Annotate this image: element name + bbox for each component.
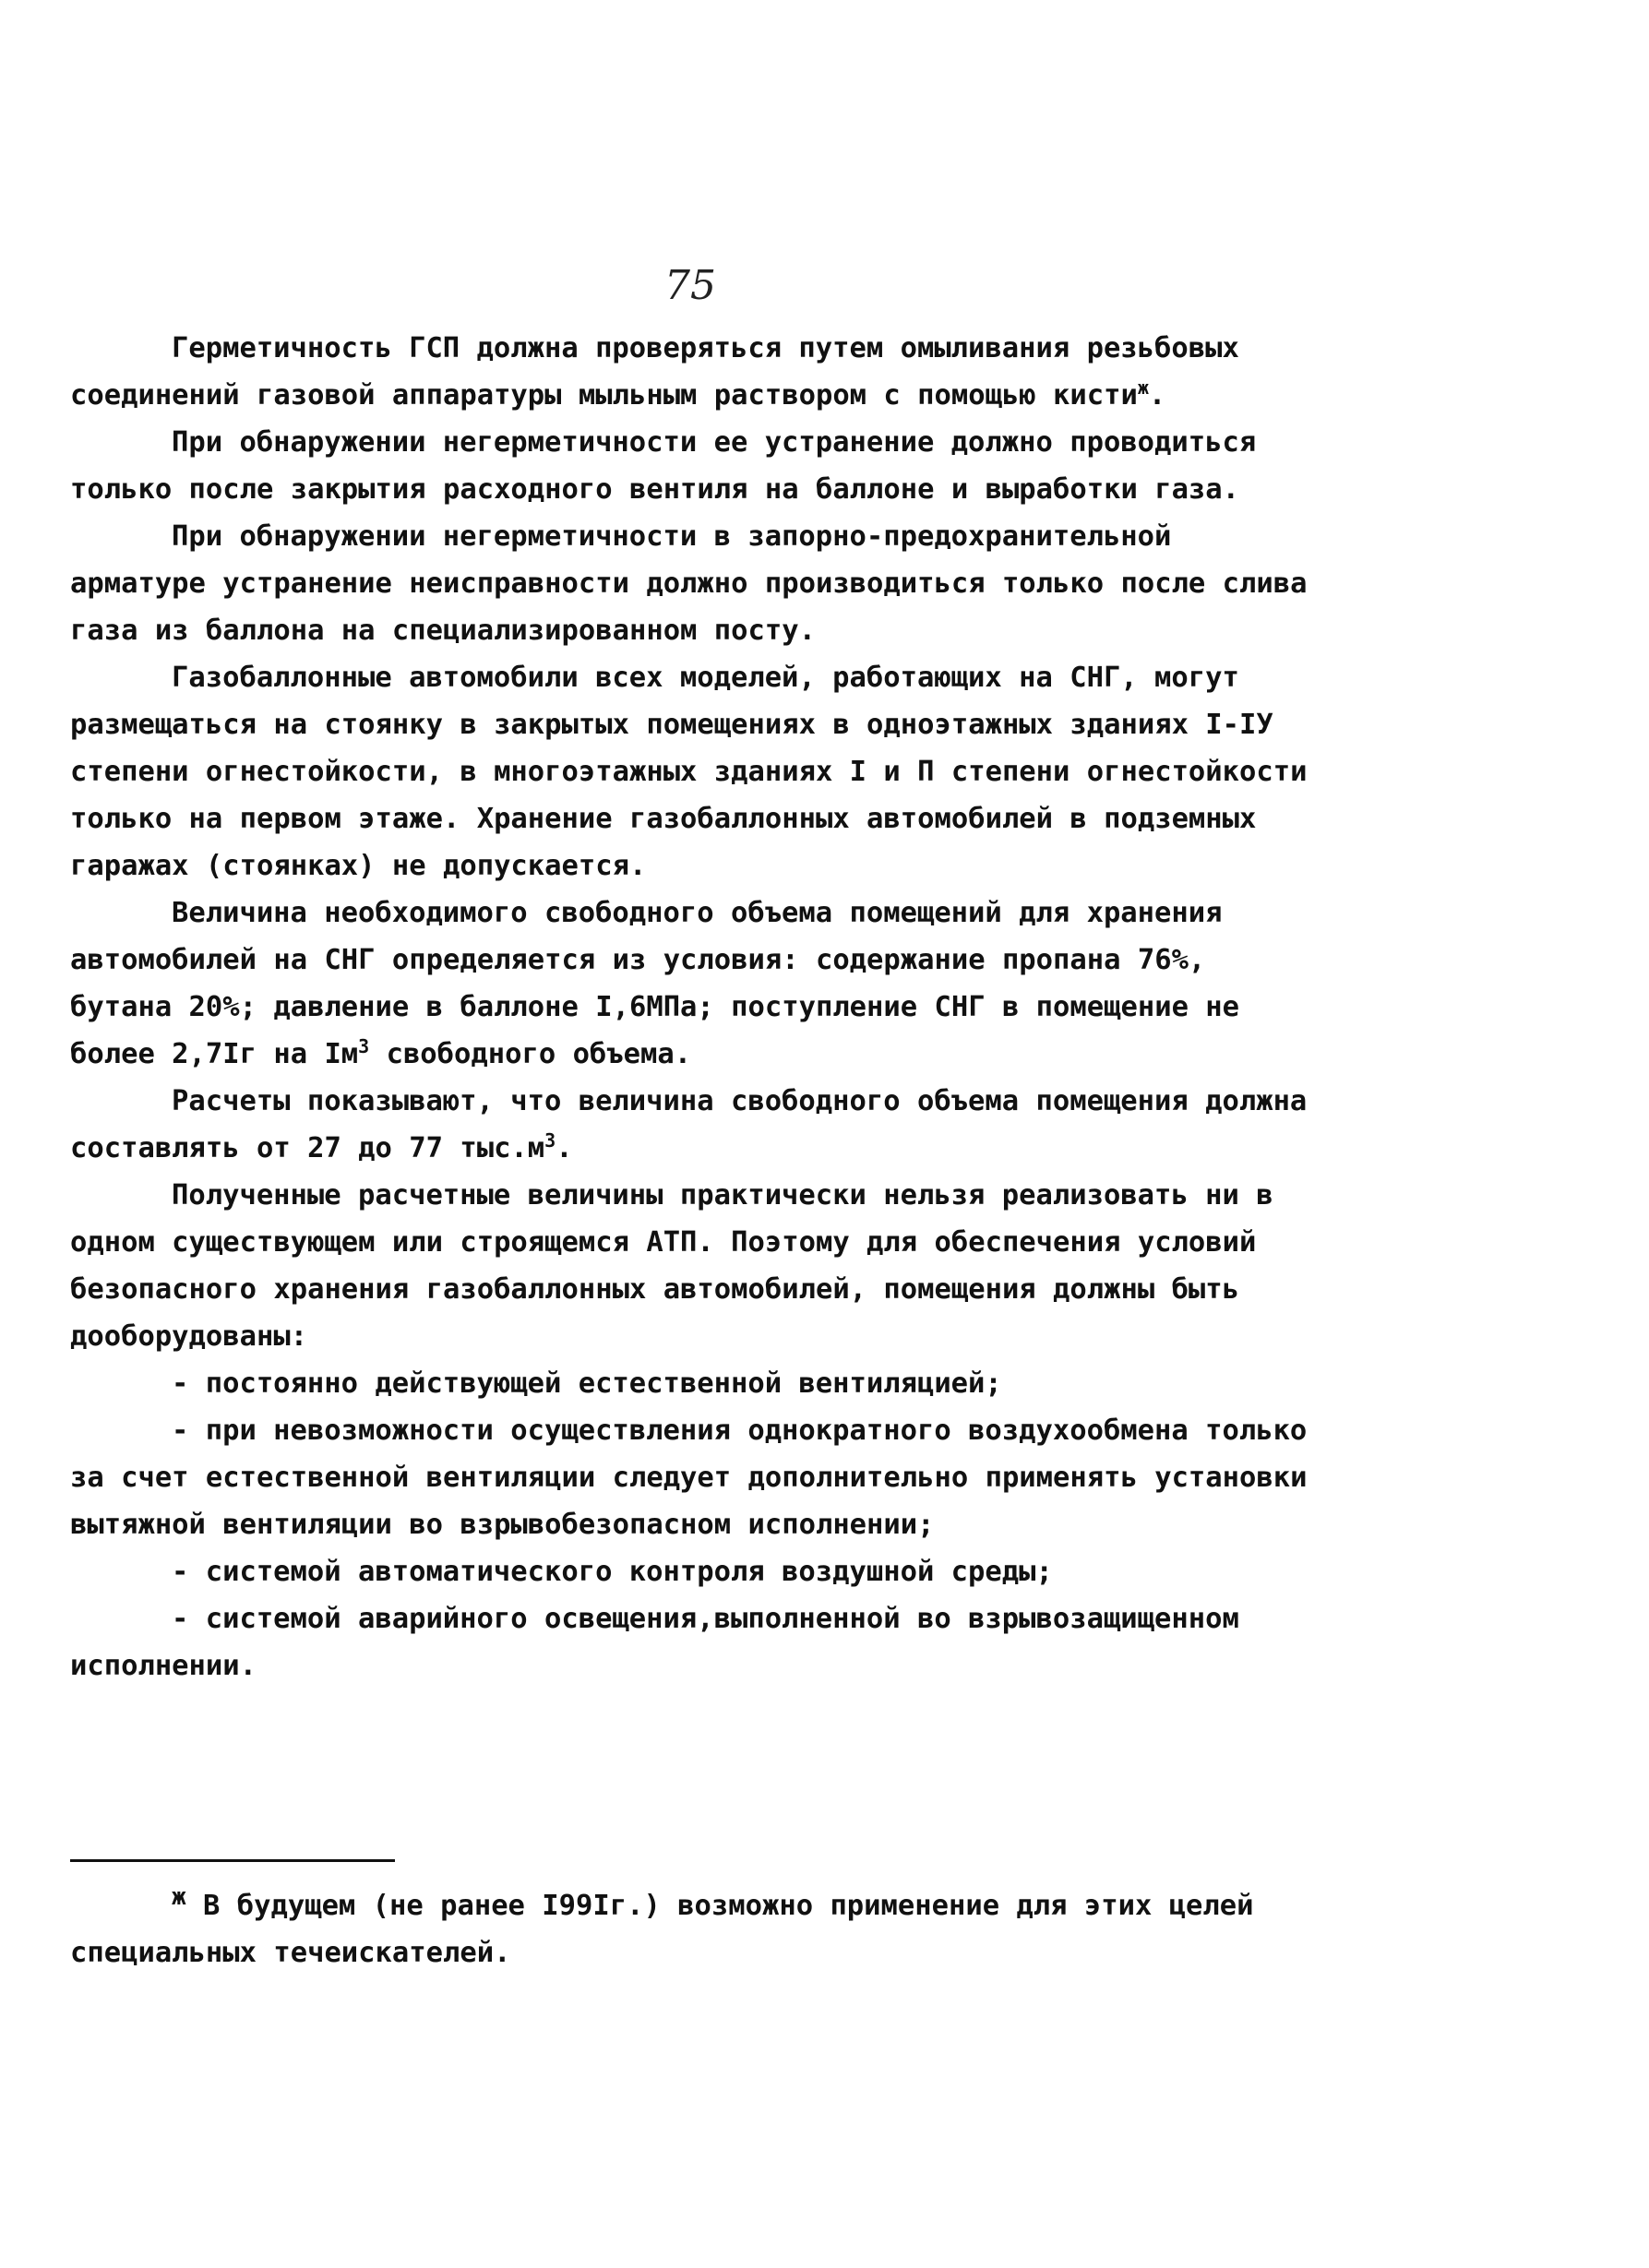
paragraph-2: При обнаружении негерметичности ее устранение должно проводиться только после закрытия расходного вентиля на баллоне и выработки газа. bbox=[70, 426, 1257, 506]
list-item-1: - постоянно действующей естественной вентиляцией; bbox=[172, 1367, 1002, 1400]
paragraph-6 bbox=[70, 1078, 1316, 1172]
paragraph-3: При обнаружении негерметичности в запорно-предохранительной арматуре устранение неисправности должно производиться только после слива газа из баллона на специализированном посту. bbox=[70, 520, 1308, 647]
paragraph-5 bbox=[70, 889, 1316, 1078]
list-item-4: - системой аварийного освещения,выполненной во взрывозащищенном исполнении. bbox=[70, 1603, 1239, 1682]
page-number: 75 bbox=[664, 262, 716, 309]
main-text bbox=[70, 325, 1316, 1689]
list-item-3: - системой автоматического контроля воздушной среды; bbox=[172, 1556, 1053, 1588]
paragraph-1-text: Герметичность ГСП должна проверяться путем омыливания резьбовых соединений газовой аппаратуры мыльным раствором с помощью кисти bbox=[70, 332, 1239, 412]
paragraph-5-tail: свободного объема. bbox=[369, 1038, 692, 1070]
paragraph-6-text: Расчеты показывают, что величина свободного объема помещения должна составлять от 27 до 77 тыс.м bbox=[70, 1085, 1308, 1164]
footnote-text: В будущем (не ранее I99Iг.) возможно применение для этих целей специальных течеискателей. bbox=[70, 1890, 1254, 1969]
paragraph-1-period: . bbox=[1148, 379, 1166, 412]
footnote-reference: ж bbox=[1137, 376, 1149, 399]
paragraph-1 bbox=[70, 325, 1316, 419]
paragraph-6-tail: . bbox=[556, 1132, 573, 1164]
paragraph-5-text: Величина необходимого свободного объема помещений для хранения автомобилей на СНГ определяется из условия: содержание пропана 76%, бутана 20%; давление в баллоне I,6МПа; поступление СНГ в помещение не более 2,7Iг на Iм bbox=[70, 897, 1240, 1070]
paragraph-4: Газобаллонные автомобили всех моделей, работающих на СНГ, могут размещаться на стоянку в закрытых помещениях в одноэтажных зданиях I-IУ степени огнестойкости, в многоэтажных зданиях I и П степени огнестойкости только на первом этаже. Хранение газобаллонных автомобилей в подземных гаражах (стоянках) не допускается. bbox=[70, 662, 1308, 882]
footnote-divider bbox=[70, 1859, 395, 1862]
superscript-cubic-2: 3 bbox=[544, 1128, 556, 1152]
list-item-2: - при невозможности осуществления однократного воздухообмена только за счет естественной вентиляции следует дополнительно применять установки вытяжной вентиляции во взрывобезопасном исполнении; bbox=[70, 1415, 1308, 1541]
paragraph-7: Полученные расчетные величины практически нельзя реализовать ни в одном существующем или строящемся АТП. Поэтому для обеспечения условий безопасного хранения газобаллонных автомобилей, помещения должны быть дооборудованы: bbox=[70, 1179, 1273, 1353]
footnote bbox=[70, 1882, 1316, 1976]
superscript-cubic: 3 bbox=[358, 1034, 370, 1057]
footnote-mark: ж bbox=[172, 1882, 186, 1911]
